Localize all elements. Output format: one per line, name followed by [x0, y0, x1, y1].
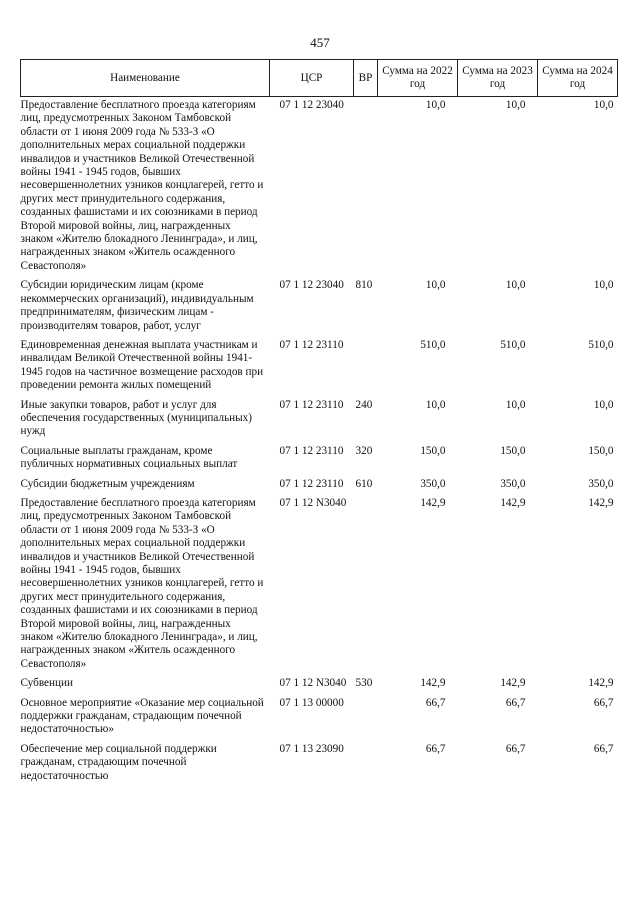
row-csr: 07 1 13 00000 [279, 696, 344, 709]
row-sum-2024: 10,0 [593, 398, 614, 411]
row-sum-2024: 150,0 [588, 444, 614, 457]
row-name: Иные закупки товаров, работ и услуг для обеспечения государственных (муниципальных) нужд [20, 398, 252, 438]
row-csr: 07 1 12 23110 [279, 338, 344, 351]
row-vr: 610 [355, 477, 373, 490]
table-row [21, 277, 618, 337]
table-row [21, 337, 618, 397]
row-vr [354, 495, 378, 675]
row-sum-2023: 350,0 [500, 477, 526, 490]
row-sum-2022: 150,0 [420, 444, 446, 457]
row-sum-2022: 142,9 [420, 496, 446, 509]
row-name: Субсидии бюджетным учреждениям [20, 477, 195, 490]
table-row [21, 675, 618, 694]
row-csr: 07 1 12 N3040 [279, 496, 347, 509]
table-body [21, 97, 618, 788]
table-row [21, 443, 618, 476]
row-csr: 07 1 12 23040 [279, 99, 344, 111]
row-name: Субсидии юридическим лицам (кроме некоммерческих организаций), индивидуальным предпринимателям, физическим лицам - производителям товаров, работ, услуг [20, 279, 254, 332]
header-csr: ЦСР [270, 60, 354, 97]
row-sum-2022: 66,7 [425, 696, 446, 709]
row-csr: 07 1 12 N3040 [279, 677, 347, 690]
row-sum-2023: 10,0 [505, 99, 526, 111]
row-vr [354, 337, 378, 397]
row-name: Предоставление бесплатного проезда категориям лиц, предусмотренных Законом Тамбовской области от 1 июня 2009 года № 533-З «О дополнительных мерах социальной поддержки инвалидов и участников Великой Отечественной войны 1941 - 1945 годов, бывших несовершеннолетних узников концлагерей, гетто и других мест принудительного содержания, созданных фашистами и их союзниками в период Второй мировой войны, лиц, награжденных знаком «Жителю блокадного Ленинграда», и лиц, награжденных знаком «Житель осажденного Севастополя» [20, 99, 264, 272]
row-sum-2023: 510,0 [500, 338, 526, 351]
row-sum-2022: 66,7 [425, 742, 446, 755]
row-sum-2024: 10,0 [593, 99, 614, 111]
row-sum-2022: 10,0 [425, 398, 446, 411]
row-sum-2024: 66,7 [593, 696, 614, 709]
row-sum-2022: 350,0 [420, 477, 446, 490]
row-vr: 530 [355, 677, 373, 690]
row-sum-2024: 142,9 [588, 677, 614, 690]
row-name: Социальные выплаты гражданам, кроме публичных нормативных социальных выплат [20, 444, 238, 471]
row-sum-2024: 510,0 [588, 338, 614, 351]
page-number: 457 [310, 35, 330, 50]
header-vr: ВР [354, 60, 378, 97]
budget-table [20, 59, 618, 787]
row-csr: 07 1 12 23110 [279, 477, 344, 490]
table-row [21, 741, 618, 787]
row-vr: 240 [355, 398, 373, 411]
row-sum-2022: 10,0 [425, 279, 446, 292]
table-row [21, 476, 618, 495]
row-sum-2023: 10,0 [505, 398, 526, 411]
table-row [21, 397, 618, 443]
row-vr [354, 695, 378, 741]
row-csr: 07 1 12 23040 [279, 279, 344, 292]
row-sum-2024: 350,0 [588, 477, 614, 490]
header-sum-2024: Сумма на 2024 год [538, 60, 618, 97]
row-name: Основное мероприятие «Оказание мер социальной поддержки гражданам, страдающим почечной недостаточностью» [20, 696, 264, 736]
row-sum-2024: 10,0 [593, 279, 614, 292]
table-row [21, 97, 618, 278]
row-vr [354, 741, 378, 787]
row-sum-2022: 510,0 [420, 338, 446, 351]
row-name: Предоставление бесплатного проезда категориям лиц, предусмотренных Законом Тамбовской области от 1 июня 2009 года № 533-З «О дополнительных мерах социальной поддержки инвалидов и участников Великой Отечественной войны 1941 - 1945 годов, бывших несовершеннолетних узников концлагерей, гетто и других мест принудительного содержания, созданных фашистами и их союзниками в период Второй мировой войны, лиц, награжденных знаком «Жителю блокадного Ленинграда», и лиц, награжденных знаком «Житель осажденного Севастополя» [20, 496, 264, 670]
table-row [21, 695, 618, 741]
row-sum-2023: 10,0 [505, 279, 526, 292]
header-sum-2023: Сумма на 2023 год [458, 60, 538, 97]
row-sum-2024: 142,9 [588, 496, 614, 509]
table-row [21, 495, 618, 675]
header-name: Наименование [21, 60, 270, 97]
row-name: Субвенции [20, 677, 73, 690]
row-sum-2023: 150,0 [500, 444, 526, 457]
table-header [21, 60, 618, 97]
row-sum-2024: 66,7 [593, 742, 614, 755]
row-sum-2023: 66,7 [505, 696, 526, 709]
row-csr: 07 1 12 23110 [279, 398, 344, 411]
row-sum-2022: 142,9 [420, 677, 446, 690]
row-name: Единовременная денежная выплата участникам и инвалидам Великой Отечественной войны 1941-1945 годов на частичное возмещение расходов при проведении ремонта жилых помещений [20, 338, 264, 392]
row-csr: 07 1 12 23110 [279, 444, 344, 457]
row-sum-2023: 142,9 [500, 496, 526, 509]
row-sum-2023: 66,7 [505, 742, 526, 755]
row-vr [354, 97, 378, 278]
row-vr: 320 [355, 444, 373, 457]
header-sum-2022: Сумма на 2022 год [378, 60, 458, 97]
row-vr: 810 [355, 279, 373, 292]
row-csr: 07 1 13 23090 [279, 742, 344, 755]
row-sum-2023: 142,9 [500, 677, 526, 690]
row-name: Обеспечение мер социальной поддержки гражданам, страдающим почечной недостаточностью [20, 742, 217, 782]
row-sum-2022: 10,0 [425, 99, 446, 111]
